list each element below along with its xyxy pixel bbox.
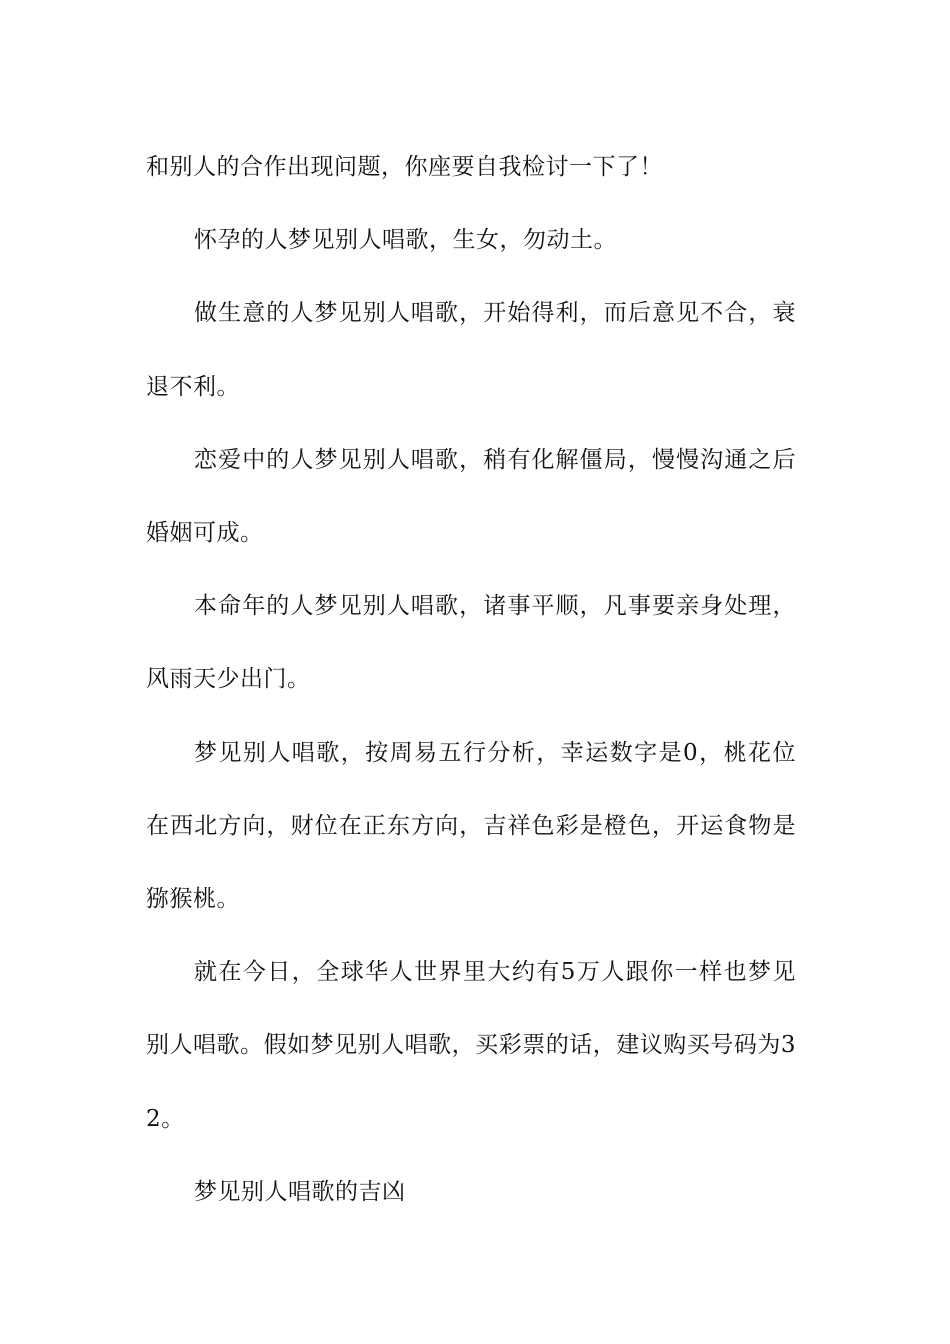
paragraph-business: 做生意的人梦见别人唱歌，开始得利，而后意见不合，衰退不利。 (146, 300, 796, 400)
paragraph-zodiac-year: 本命年的人梦见别人唱歌，诸事平顺，凡事要亲身处理，风雨天少出门。 (146, 593, 796, 693)
paragraph-pregnant: 怀孕的人梦见别人唱歌，生女，勿动土。 (194, 227, 617, 254)
paragraph-five-elements: 梦见别人唱歌，按周易五行分析，幸运数字是0，桃花位在西北方向，财位在正东方向，吉祥色彩是橙色，开运食物是猕猴桃。 (146, 739, 796, 913)
paragraph-continuation: 和别人的合作出现问题，你座要自我检讨一下了！ (146, 154, 663, 180)
document-body (146, 131, 796, 1229)
paragraph-romance: 恋爱中的人梦见别人唱歌，稍有化解僵局，慢慢沟通之后婚姻可成。 (146, 446, 796, 547)
paragraph-lottery: 就在今日，全球华人世界里大约有5万人跟你一样也梦见别人唱歌。假如梦见别人唱歌，买彩票的话，建议购买号码为32。 (146, 959, 796, 1132)
section-heading: 梦见别人唱歌的吉凶 (194, 1178, 406, 1205)
